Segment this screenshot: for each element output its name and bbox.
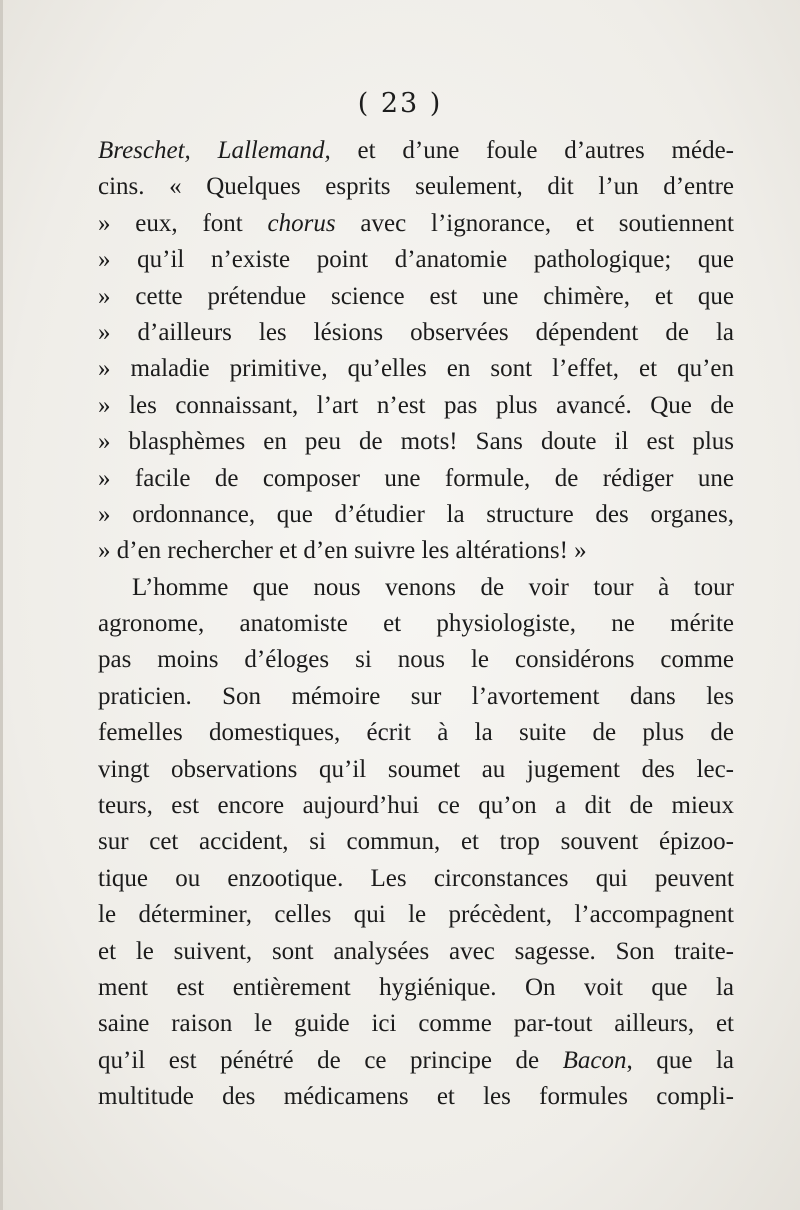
text-segment: , que la [626, 1046, 734, 1074]
text-line [98, 351, 734, 387]
text-segment: L’homme que nous venons de voir tour à tour [132, 573, 734, 601]
text-line [98, 169, 734, 205]
text-segment: cins. « Quelques esprits seulement, dit l’un d’entre [98, 173, 734, 201]
text-line [98, 461, 734, 497]
text-segment: » les connaissant, l’art n’est pas plus avancé. Que de [98, 391, 734, 419]
text-line [98, 206, 734, 242]
text-line [98, 824, 734, 860]
text-segment: et d’une foule d’autres méde- [330, 137, 734, 164]
text-segment: » eux, font [98, 209, 268, 237]
text-segment: tique ou enzootique. Les circonstances qui peuvent [98, 864, 734, 892]
text-segment: qu’il est pénétré de ce principe de [98, 1046, 563, 1074]
page-number: ( 23 ) [357, 88, 443, 119]
text-line [98, 788, 734, 824]
text-segment: » blasphèmes en peu de mots! Sans doute il est plus [98, 428, 734, 456]
text-segment: et le suivent, sont analysées avec sagesse. Son traite- [98, 937, 734, 965]
text-line [98, 642, 734, 678]
text-line [98, 970, 734, 1006]
text-segment: saine raison le guide ici comme par-tout ailleurs, et [98, 1010, 734, 1038]
text-segment: multitude des médicamens et les formules compli- [98, 1083, 734, 1111]
text-line [98, 279, 734, 315]
text-segment: pas moins d’éloges si nous le considérons comme [98, 646, 734, 674]
italic-text: chorus [267, 209, 336, 237]
text-line [98, 715, 734, 751]
text-segment: sur cet accident, si commun, et trop souvent épizoo- [98, 828, 734, 856]
text-segment: » qu’il n’existe point d’anatomie pathologique; que [98, 246, 734, 274]
text-segment: praticien. Son mémoire sur l’avortement dans les [98, 682, 734, 710]
text-line [98, 315, 734, 351]
text-line [98, 861, 734, 897]
text-line [98, 388, 734, 424]
text-line [98, 133, 734, 169]
text-segment: » maladie primitive, qu’elles en sont l’effet, et qu’en [98, 355, 734, 383]
text-line [98, 497, 734, 533]
text-segment: avec l’ignorance, et soutiennent [335, 209, 734, 237]
text-segment: » cette prétendue science est une chimère, et que [98, 282, 734, 310]
text-segment: » d’ailleurs les lésions observées dépendent de la [98, 318, 734, 346]
italic-text: Bacon [562, 1046, 627, 1074]
text-line [98, 1043, 734, 1079]
text-segment: femelles domestiques, écrit à la suite de plus de [98, 719, 734, 747]
text-line [98, 570, 734, 606]
text-line [98, 606, 734, 642]
text-segment: le déterminer, celles qui le précèdent, l’accompagnent [98, 901, 734, 929]
text-segment: teurs, est encore aujourd’hui ce qu’on a dit de mieux [98, 792, 734, 820]
text-segment: agronome, anatomiste et physiologiste, ne mérite [98, 610, 734, 638]
text-segment: vingt observations qu’il soumet au jugement des lec- [98, 755, 734, 783]
text-line [98, 1079, 734, 1115]
text-segment: » ordonnance, que d’étudier la structure des organes, [98, 500, 734, 528]
text-line [98, 897, 734, 933]
text-line [98, 533, 734, 569]
text-line [98, 934, 734, 970]
text-line [98, 679, 734, 715]
text-segment: » facile de composer une formule, de rédiger une [98, 464, 734, 492]
text-segment: ment est entièrement hygiénique. On voit que la [98, 973, 734, 1001]
page-edge [0, 0, 3, 1210]
text-line [98, 752, 734, 788]
text-line [98, 1006, 734, 1042]
text-segment: » d’en rechercher et d’en suivre les altérations! » [98, 537, 587, 565]
body-text [98, 133, 734, 1116]
text-line [98, 242, 734, 278]
text-line [98, 424, 734, 460]
italic-text: Breschet, Lallemand, [98, 137, 331, 164]
